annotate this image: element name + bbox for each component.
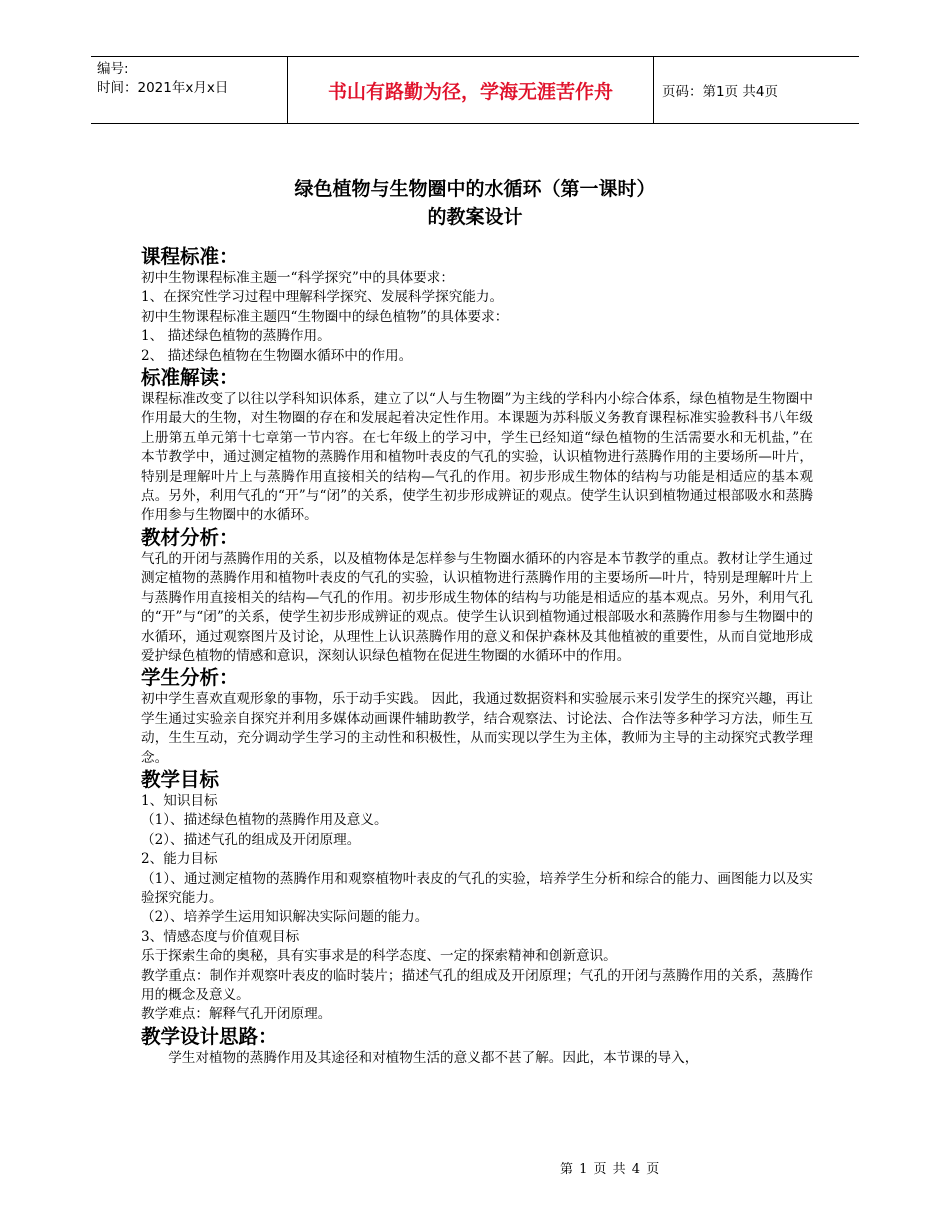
header-meta	[91, 57, 287, 123]
goals-line: 乐于探索生命的奥秘，具有实事求是的科学态度、一定的探索精神和创新意识。	[141, 948, 617, 965]
key-points: 教学重点：制作并观察叶表皮的临时装片；描述气孔的组成及开闭原理；气孔的开闭与蒸腾作用的关系，蒸腾作用的概念及意义。	[141, 967, 813, 1003]
heading-design: 教学设计思路：	[141, 1024, 278, 1048]
standard-line: 1、 描述绿色植物的蒸腾作用。	[141, 328, 331, 345]
goals-line: 2、能力目标	[141, 851, 218, 868]
difficulty: 教学难点：解释气孔开闭原理。	[141, 1006, 332, 1023]
heading-material: 教材分析：	[141, 525, 239, 549]
doc-title-line1: 绿色植物与生物圈中的水循环（第一课时）	[294, 178, 656, 200]
interpretation-paragraph: 课程标准改变了以往以学科知识体系，建立了以“人与生物圈”为主线的学科内小综合体系，绿色植物是生物圈中作用最大的生物，对生物圈的存在和发展起着决定性作用。本课题为苏科版义务教育课程标准实验教科书八年级上册第五单元第十七章第一节内容。在七年级上的学习中，学生已经知道“绿色植物的生活需要水和无机盐，”在本节教学中，通过测定植物的蒸腾作用和植物叶表皮的气孔的实验，认识植物进行蒸腾作用的主要场所—叶片，特别是理解叶片上与蒸腾作用直接相关的结构—气孔的作用。初步形成生物体的结构与功能是相适应的基本观点。另外，利用气孔的“开”与“闭”的关系，使学生初步形成辨证的观点。使学生认识到植物通过根部吸水和蒸腾作用参与生物圈中的水循环。	[141, 391, 813, 524]
page-footer: 第 1 页 共 4 页	[560, 1162, 661, 1177]
goals-line: （1）、描述绿色植物的蒸腾作用及意义。	[141, 812, 388, 829]
standard-line: 1、在探究性学习过程中理解科学探究、发展科学探究能力。	[141, 289, 504, 306]
standard-line: 初中生物课程标准主题一“科学探究”中的具体要求：	[141, 270, 454, 286]
goals-line: 3、情感态度与价值观目标	[141, 928, 300, 945]
goals-line: 1、知识目标	[141, 792, 218, 809]
goals-line: （2）、描述气孔的组成及开闭原理。	[141, 831, 361, 848]
heading-students: 学生分析：	[141, 666, 239, 690]
heading-standard: 课程标准：	[141, 245, 239, 268]
design-paragraph: 学生对植物的蒸腾作用及其途径和对植物生活的意义都不甚了解。因此，本节课的导入，	[168, 1049, 699, 1066]
serial-label: 编号:	[97, 61, 129, 77]
standard-line: 初中生物课程标准主题四“生物圈中的绿色植物”的具体要求：	[141, 308, 509, 325]
heading-interpretation: 标准解读：	[141, 366, 239, 390]
heading-goals: 教学目标	[141, 767, 220, 791]
goals-line: （1）、通过测定植物的蒸腾作用和观察植物叶表皮的气孔的实验，培养学生分析和综合的能力、画图能力以及实验探究能力。	[141, 870, 813, 906]
students-paragraph: 初中学生喜欢直观形象的事物，乐于动手实践。 因此，我通过数据资料和实验展示来引发学生的探究兴趣，再让学生通过实验亲自探究并利用多媒体动画课件辅助教学，结合观察法、讨论法、合作法等多种学习方法，师生互动，生生互动，充分调动学生学习的主动性和积极性，从而实现以学生为主体，教师为主导的主动探究式教学理念。	[141, 691, 813, 766]
standard-line: 2、 描述绿色植物在生物圈水循环中的作用。	[141, 347, 413, 364]
document-body	[141, 245, 813, 1068]
goals-line: （2）、培养学生运用知识解决实际问题的能力。	[141, 909, 429, 926]
doc-title-line2: 的教案设计	[427, 206, 523, 228]
page-info: 页码：第1页 共4页	[662, 84, 778, 100]
header-table	[91, 56, 859, 124]
material-paragraph: 气孔的开闭与蒸腾作用的关系，以及植物体是怎样参与生物圈水循环的内容是本节教学的重点。教材让学生通过测定植物的蒸腾作用和植物叶表皮的气孔的实验，认识植物进行蒸腾作用的主要场所—叶片，特别是理解叶片上与蒸腾作用直接相关的结构—气孔的作用。初步形成生物体的结构与功能是相适应的基本观点。另外，利用气孔的“开”与“闭”的关系，使学生初步形成辨证的观点。使学生认识到植物通过根部吸水和蒸腾作用参与生物圈中的水循环，通过观察图片及讨论，从理性上认识蒸腾作用的意义和保护森林及其他植被的重要性，从而自觉地形成爱护绿色植物的情感和意识，深刻认识绿色植物在促进生物圈的水循环中的作用。	[141, 550, 813, 664]
time-line: 时间：2021年x月x日	[97, 80, 229, 96]
motto: 书山有路勤为径，学海无涯苦作舟	[287, 57, 654, 123]
